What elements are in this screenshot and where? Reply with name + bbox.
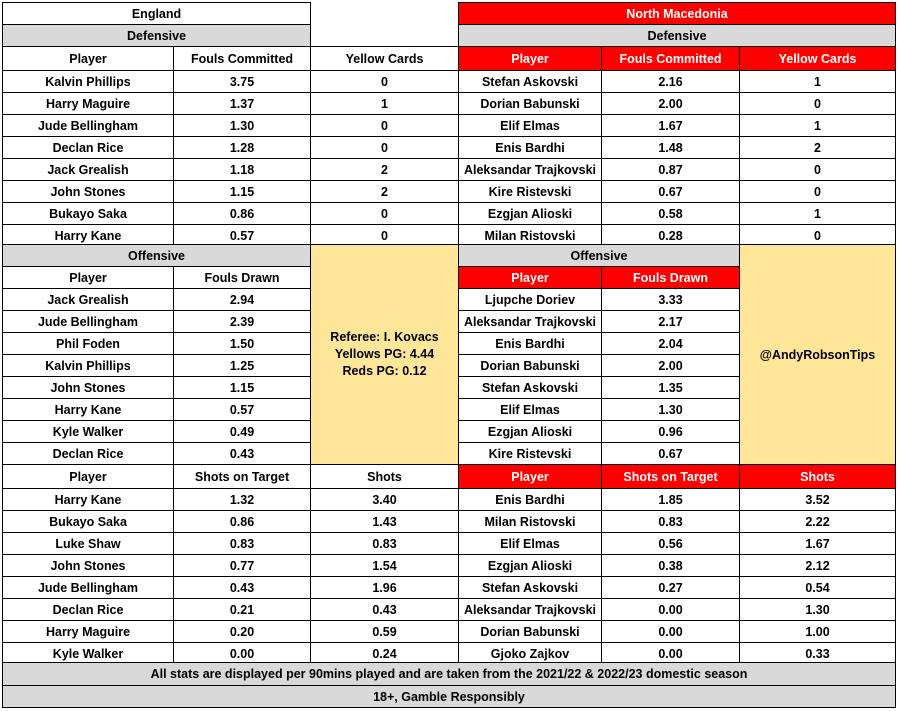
shots-cell-macedonia: 2.12 [739, 554, 896, 577]
shots-cell-england: 0.43 [173, 576, 311, 599]
shots-cell-england: 1.43 [310, 510, 459, 533]
shots-cell-macedonia: 0.56 [601, 532, 740, 555]
defensive-cell-macedonia: 0 [739, 224, 896, 247]
shots-cell-macedonia: Enis Bardhi [458, 488, 602, 511]
handle-box: @AndyRobsonTips [739, 244, 896, 465]
offensive-cell-england: Jack Grealish [2, 288, 174, 311]
shots-cell-england: 0.43 [310, 598, 459, 621]
defensive-cell-macedonia: 1 [739, 70, 896, 93]
section-offensive-macedonia: Offensive [458, 244, 740, 267]
defensive-cell-england: Harry Maguire [2, 92, 174, 115]
offensive-cell-england: 0.57 [173, 398, 311, 421]
defensive-cell-macedonia: 2 [739, 136, 896, 159]
offensive-cell-macedonia: 1.35 [601, 376, 740, 399]
referee-info [330, 329, 438, 380]
offensive-cell-england: John Stones [2, 376, 174, 399]
offensive-header-macedonia-0: Player [458, 266, 602, 289]
offensive-cell-macedonia: Aleksandar Trajkovski [458, 310, 602, 333]
defensive-cell-england: Jude Bellingham [2, 114, 174, 137]
defensive-header-macedonia-1: Fouls Committed [601, 46, 740, 71]
defensive-cell-macedonia: Dorian Babunski [458, 92, 602, 115]
defensive-cell-macedonia: 1.67 [601, 114, 740, 137]
shots-cell-macedonia: 0.00 [601, 598, 740, 621]
defensive-cell-england: Declan Rice [2, 136, 174, 159]
defensive-cell-england: 2 [310, 180, 459, 203]
defensive-cell-england: 1.28 [173, 136, 311, 159]
offensive-header-england-0: Player [2, 266, 174, 289]
defensive-cell-england: Jack Grealish [2, 158, 174, 181]
shots-cell-england: 1.32 [173, 488, 311, 511]
defensive-cell-england: 0.86 [173, 202, 311, 225]
shots-cell-macedonia: Aleksandar Trajkovski [458, 598, 602, 621]
offensive-cell-macedonia: Enis Bardhi [458, 332, 602, 355]
defensive-cell-macedonia: 0.28 [601, 224, 740, 247]
shots-cell-england: John Stones [2, 554, 174, 577]
shots-cell-england: 0.21 [173, 598, 311, 621]
offensive-cell-england: 0.43 [173, 442, 311, 465]
footer-disclaimer: 18+, Gamble Responsibly [2, 685, 896, 708]
defensive-header-england-1: Fouls Committed [173, 46, 311, 71]
offensive-cell-macedonia: Dorian Babunski [458, 354, 602, 377]
defensive-cell-macedonia: 2.16 [601, 70, 740, 93]
offensive-header-england-1: Fouls Drawn [173, 266, 311, 289]
shots-cell-macedonia: 2.22 [739, 510, 896, 533]
defensive-cell-macedonia: Aleksandar Trajkovski [458, 158, 602, 181]
shots-cell-england: 0.83 [310, 532, 459, 555]
defensive-cell-macedonia: 0.67 [601, 180, 740, 203]
shots-cell-england: Jude Bellingham [2, 576, 174, 599]
shots-cell-england: Harry Maguire [2, 620, 174, 643]
offensive-cell-england: 2.39 [173, 310, 311, 333]
defensive-cell-macedonia: Milan Ristovski [458, 224, 602, 247]
shots-header-england-2: Shots [310, 464, 459, 489]
shots-cell-macedonia: 1.00 [739, 620, 896, 643]
defensive-cell-macedonia: 0 [739, 180, 896, 203]
defensive-cell-macedonia: Ezgjan Alioski [458, 202, 602, 225]
shots-cell-england: 3.40 [310, 488, 459, 511]
defensive-cell-macedonia: Enis Bardhi [458, 136, 602, 159]
offensive-cell-england: Kalvin Phillips [2, 354, 174, 377]
shots-cell-england: 1.96 [310, 576, 459, 599]
offensive-cell-macedonia: Elif Elmas [458, 398, 602, 421]
shots-cell-england: Declan Rice [2, 598, 174, 621]
shots-cell-macedonia: 0.38 [601, 554, 740, 577]
offensive-cell-macedonia: Stefan Askovski [458, 376, 602, 399]
defensive-cell-macedonia: 2.00 [601, 92, 740, 115]
defensive-cell-macedonia: 1 [739, 114, 896, 137]
defensive-cell-england: 3.75 [173, 70, 311, 93]
shots-cell-england: Luke Shaw [2, 532, 174, 555]
defensive-cell-macedonia: 1.48 [601, 136, 740, 159]
referee-name: Referee: I. Kovacs [330, 330, 439, 344]
offensive-cell-macedonia: 2.17 [601, 310, 740, 333]
defensive-cell-england: 0.57 [173, 224, 311, 247]
offensive-cell-england: 1.15 [173, 376, 311, 399]
shots-cell-england: 0.00 [173, 642, 311, 665]
shots-cell-macedonia: 1.85 [601, 488, 740, 511]
defensive-cell-macedonia: Kire Ristevski [458, 180, 602, 203]
defensive-cell-england: 0 [310, 136, 459, 159]
defensive-cell-england: 1.18 [173, 158, 311, 181]
team-title-england: England [2, 2, 311, 25]
offensive-cell-england: 0.49 [173, 420, 311, 443]
shots-cell-macedonia: 0.00 [601, 642, 740, 665]
offensive-cell-macedonia: Kire Ristevski [458, 442, 602, 465]
defensive-cell-england: 0 [310, 202, 459, 225]
shots-cell-macedonia: 1.30 [739, 598, 896, 621]
section-offensive-england: Offensive [2, 244, 311, 267]
offensive-header-macedonia-1: Fouls Drawn [601, 266, 740, 289]
defensive-header-england-0: Player [2, 46, 174, 71]
offensive-cell-macedonia: 3.33 [601, 288, 740, 311]
shots-cell-macedonia: 0.83 [601, 510, 740, 533]
shots-cell-macedonia: Dorian Babunski [458, 620, 602, 643]
shots-cell-macedonia: 3.52 [739, 488, 896, 511]
shots-cell-england: 0.83 [173, 532, 311, 555]
offensive-cell-england: 2.94 [173, 288, 311, 311]
footer-note: All stats are displayed per 90mins played and are taken from the 2021/22 & 2022/23 domestic season [2, 662, 896, 686]
shots-cell-england: 0.20 [173, 620, 311, 643]
offensive-cell-macedonia: 2.00 [601, 354, 740, 377]
shots-cell-england: Kyle Walker [2, 642, 174, 665]
offensive-cell-england: Phil Foden [2, 332, 174, 355]
defensive-cell-macedonia: 0.58 [601, 202, 740, 225]
referee-info-box [310, 244, 459, 465]
referee-yellows: Yellows PG: 4.44 [334, 347, 435, 361]
defensive-cell-macedonia: Stefan Askovski [458, 70, 602, 93]
defensive-cell-macedonia: Elif Elmas [458, 114, 602, 137]
shots-cell-macedonia: Ezgjan Alioski [458, 554, 602, 577]
shots-header-macedonia-2: Shots [739, 464, 896, 489]
defensive-cell-england: 2 [310, 158, 459, 181]
shots-cell-macedonia: Stefan Askovski [458, 576, 602, 599]
shots-cell-macedonia: 0.27 [601, 576, 740, 599]
offensive-cell-england: 1.50 [173, 332, 311, 355]
shots-header-england-1: Shots on Target [173, 464, 311, 489]
defensive-cell-england: 1.15 [173, 180, 311, 203]
shots-cell-england: 0.77 [173, 554, 311, 577]
shots-cell-macedonia: 0.54 [739, 576, 896, 599]
defensive-cell-macedonia: 0 [739, 92, 896, 115]
defensive-cell-england: 0 [310, 114, 459, 137]
offensive-cell-macedonia: 2.04 [601, 332, 740, 355]
offensive-cell-macedonia: Ljupche Doriev [458, 288, 602, 311]
defensive-cell-england: John Stones [2, 180, 174, 203]
defensive-cell-england: 1.37 [173, 92, 311, 115]
shots-header-england-0: Player [2, 464, 174, 489]
shots-cell-macedonia: Gjoko Zajkov [458, 642, 602, 665]
defensive-cell-macedonia: 0 [739, 158, 896, 181]
offensive-cell-macedonia: Ezgjan Alioski [458, 420, 602, 443]
shots-cell-macedonia: 0.00 [601, 620, 740, 643]
defensive-cell-england: 1 [310, 92, 459, 115]
section-defensive-england: Defensive [2, 24, 311, 47]
defensive-cell-england: Kalvin Phillips [2, 70, 174, 93]
defensive-cell-england: Bukayo Saka [2, 202, 174, 225]
shots-cell-england: 1.54 [310, 554, 459, 577]
offensive-cell-england: 1.25 [173, 354, 311, 377]
offensive-cell-england: Declan Rice [2, 442, 174, 465]
shots-header-macedonia-0: Player [458, 464, 602, 489]
offensive-cell-macedonia: 1.30 [601, 398, 740, 421]
offensive-cell-england: Harry Kane [2, 398, 174, 421]
offensive-cell-england: Jude Bellingham [2, 310, 174, 333]
shots-cell-england: 0.86 [173, 510, 311, 533]
shots-cell-macedonia: Elif Elmas [458, 532, 602, 555]
shots-cell-england: Bukayo Saka [2, 510, 174, 533]
offensive-cell-macedonia: 0.67 [601, 442, 740, 465]
shots-cell-england: 0.59 [310, 620, 459, 643]
offensive-cell-macedonia: 0.96 [601, 420, 740, 443]
defensive-header-england-2: Yellow Cards [310, 46, 459, 71]
offensive-cell-england: Kyle Walker [2, 420, 174, 443]
defensive-cell-macedonia: 1 [739, 202, 896, 225]
defensive-cell-england: 0 [310, 224, 459, 247]
defensive-cell-england: Harry Kane [2, 224, 174, 247]
defensive-cell-macedonia: 0.87 [601, 158, 740, 181]
shots-cell-macedonia: Milan Ristovski [458, 510, 602, 533]
defensive-cell-england: 0 [310, 70, 459, 93]
section-defensive-north-macedonia: Defensive [458, 24, 896, 47]
shots-header-macedonia-1: Shots on Target [601, 464, 740, 489]
referee-reds: Reds PG: 0.12 [342, 364, 427, 378]
defensive-header-macedonia-0: Player [458, 46, 602, 71]
defensive-header-macedonia-2: Yellow Cards [739, 46, 896, 71]
shots-cell-england: Harry Kane [2, 488, 174, 511]
shots-cell-macedonia: 0.33 [739, 642, 896, 665]
defensive-cell-england: 1.30 [173, 114, 311, 137]
shots-cell-england: 0.24 [310, 642, 459, 665]
team-title-north-macedonia: North Macedonia [458, 2, 896, 25]
shots-cell-macedonia: 1.67 [739, 532, 896, 555]
